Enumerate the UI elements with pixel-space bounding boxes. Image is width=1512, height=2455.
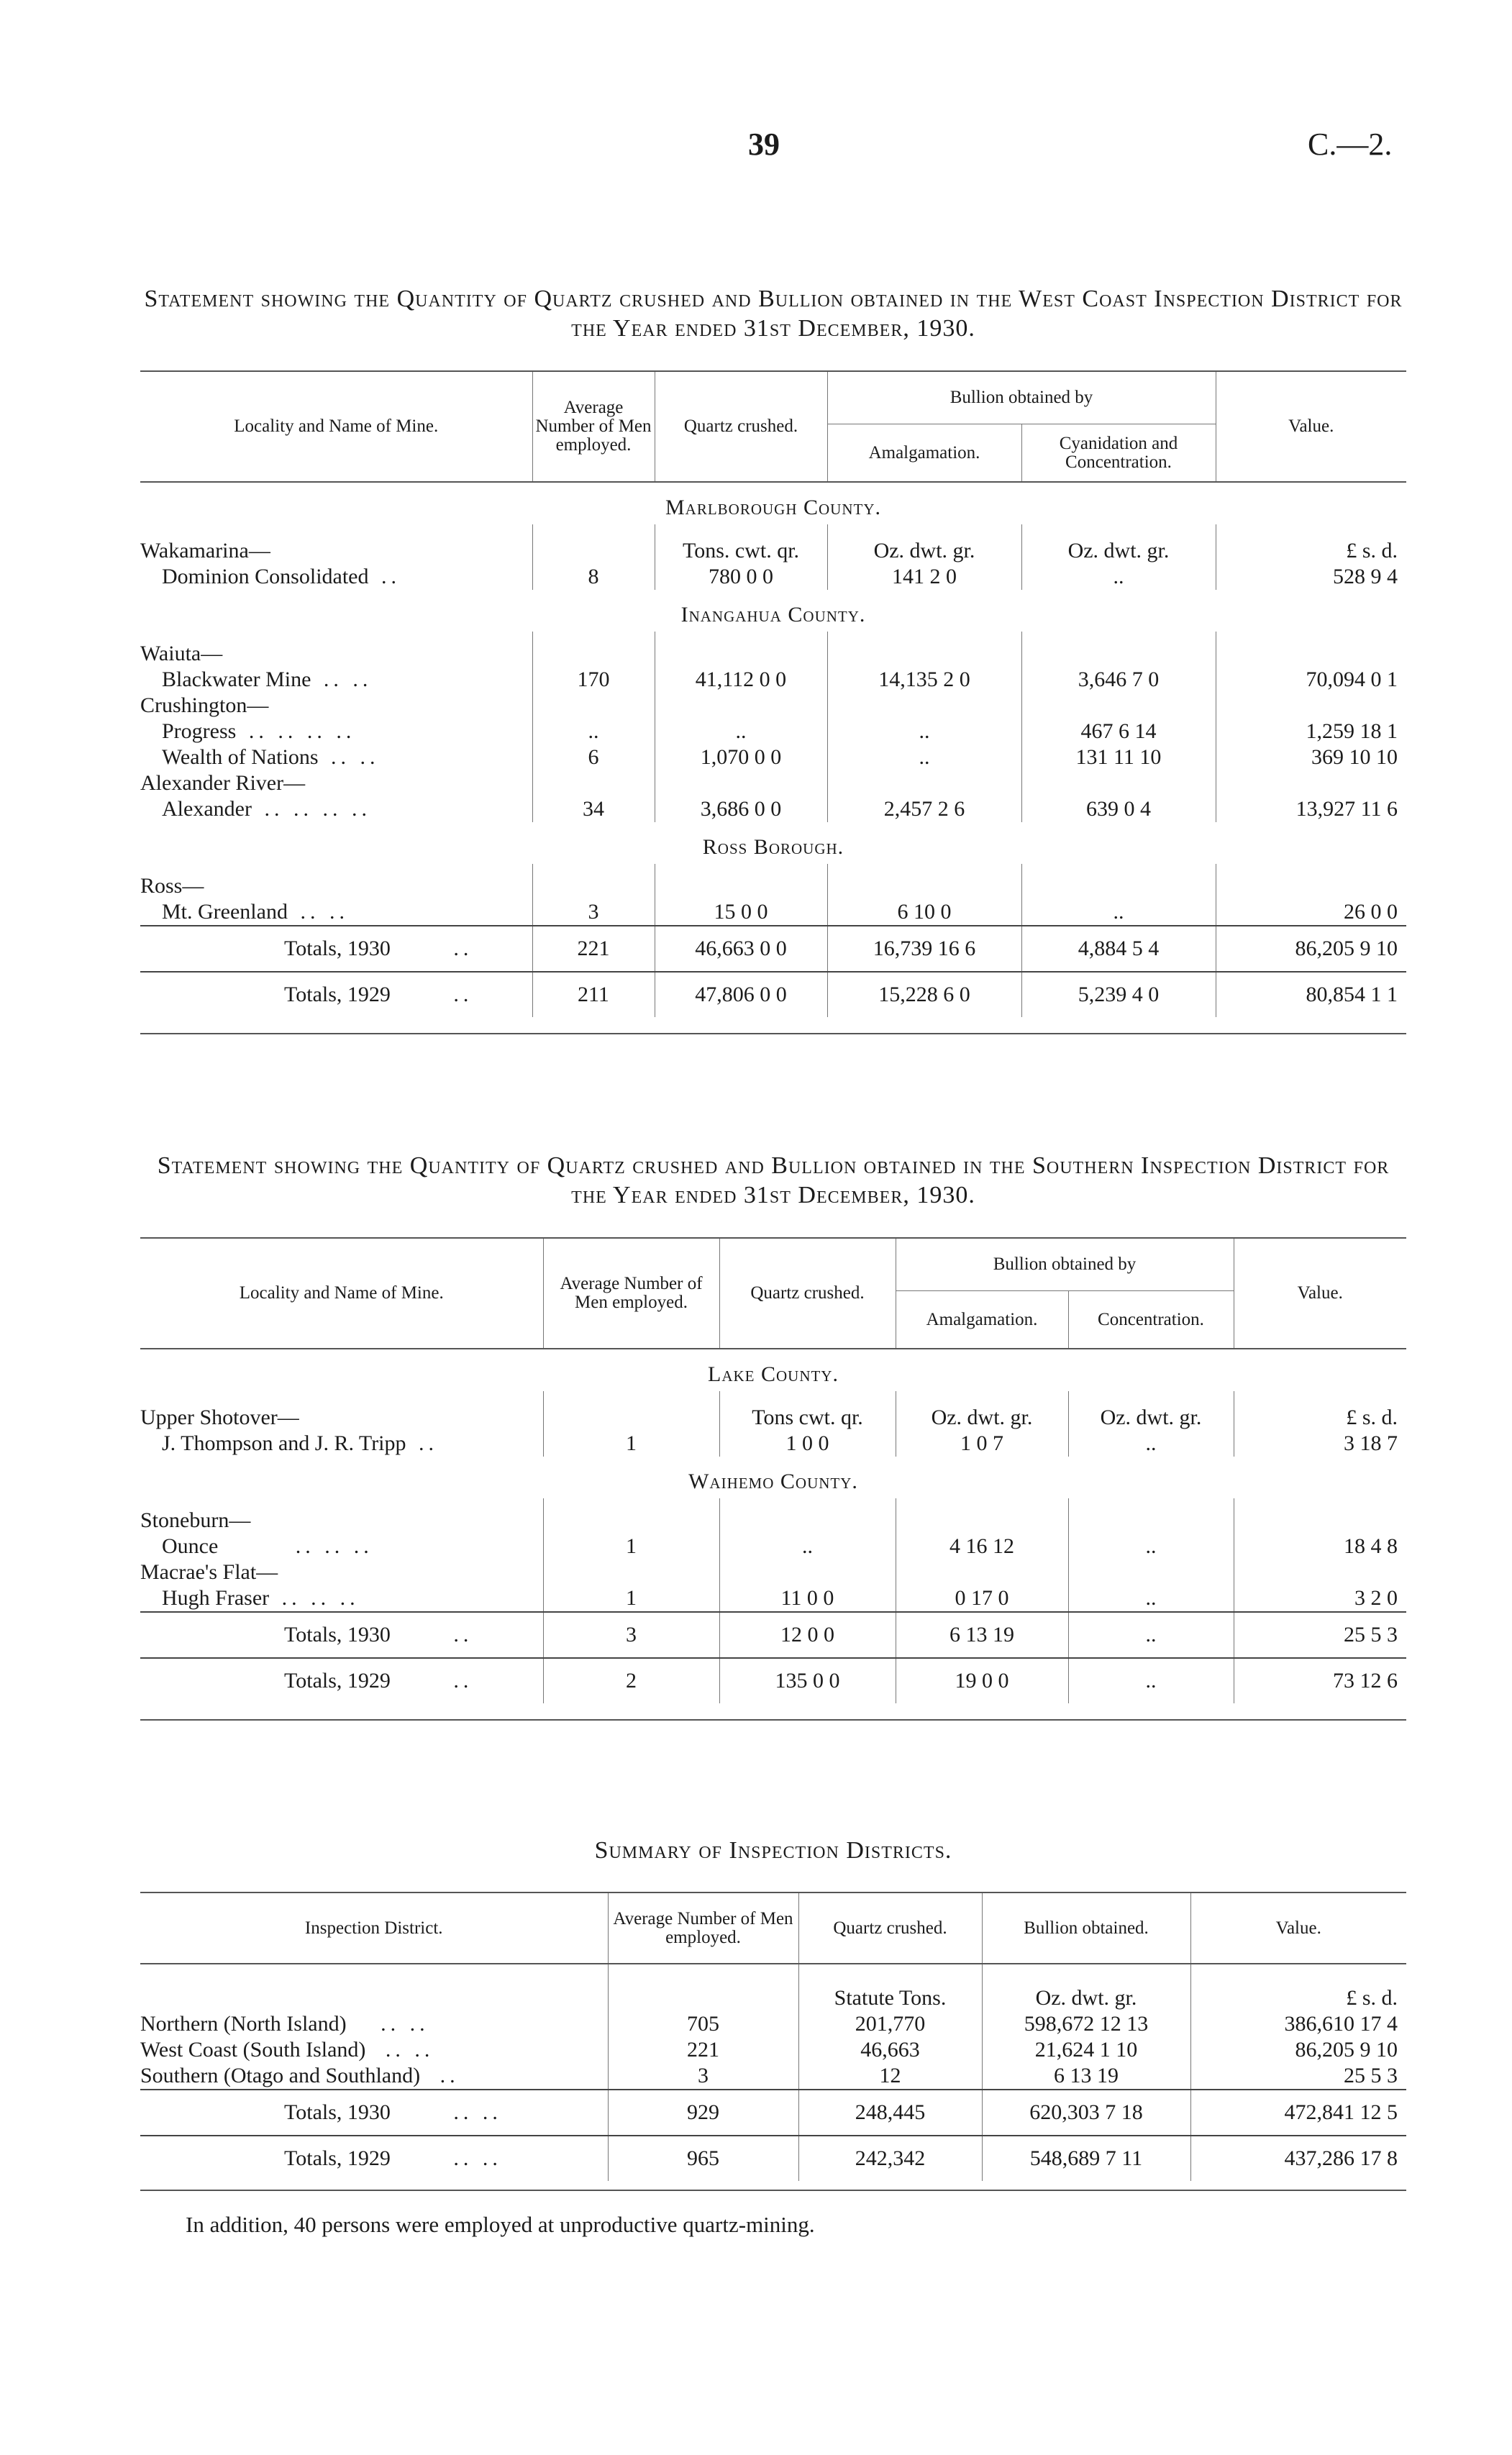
table-row: Dominion Consolidated .. 8 780 0 0 141 2 0 .. 528 9 4 (140, 564, 1406, 590)
conc-cell: .. (1068, 1585, 1234, 1612)
col-men: Average Number of Men employed. (543, 1238, 719, 1349)
totals-row: Totals, 1930 .. .. 929 248,445 620,303 7 18 472,841 12 5 (140, 2090, 1406, 2136)
quartz-cell: 201,770 (798, 2011, 982, 2037)
col-value: Value. (1190, 1893, 1406, 1964)
cyan-cell: 639 0 4 (1021, 796, 1216, 822)
men-cell: 3 (543, 1612, 719, 1658)
col-bullion: Bullion obtained. (982, 1893, 1190, 1964)
col-quartz: Quartz crushed. (719, 1238, 896, 1349)
col-quartz: Quartz crushed. (798, 1893, 982, 1964)
value-cell: 472,841 12 5 (1190, 2090, 1406, 2136)
totals-label: Totals, 1930 (284, 1623, 391, 1646)
quartz-cell: 12 (798, 2063, 982, 2090)
mine-name: Mt. Greenland (162, 900, 288, 924)
totals-row: Totals, 1930 .. 221 46,663 0 0 16,739 16 6 4,884 5 4 86,205 9 10 (140, 926, 1406, 972)
county-heading: Lake County. (708, 1362, 839, 1386)
table-row: Progress .. .. .. .. .. .. .. 467 6 14 1,259 18 1 (140, 719, 1406, 744)
quartz-cell: 1,070 0 0 (655, 744, 827, 770)
value-cell: 3 2 0 (1234, 1585, 1406, 1612)
cyan-cell: .. (1021, 899, 1216, 926)
cyan-cell: 4,884 5 4 (1021, 926, 1216, 972)
county-heading: Waihemo County. (688, 1470, 858, 1493)
locality-label: Crushington— (140, 693, 269, 717)
quartz-cell: 47,806 0 0 (655, 972, 827, 1017)
totals-label: Totals, 1930 (284, 937, 391, 960)
men-cell: 965 (608, 2136, 798, 2181)
mine-name: Hugh Fraser (162, 1586, 270, 1610)
mine-name: Progress (162, 719, 237, 743)
amalg-cell: 1 0 7 (896, 1431, 1068, 1457)
quartz-cell: 41,112 0 0 (655, 667, 827, 693)
men-cell: 3 (608, 2063, 798, 2090)
table-row: J. Thompson and J. R. Tripp .. 1 1 0 0 1 0 7 .. 3 18 7 (140, 1431, 1406, 1457)
value-cell: 528 9 4 (1216, 564, 1406, 590)
col-bullion: Bullion obtained by (827, 371, 1216, 424)
locality-label: Upper Shotover— (140, 1406, 299, 1429)
quartz-cell: .. (719, 1534, 896, 1559)
county-heading: Marlborough County. (665, 496, 881, 519)
county-heading: Inangahua County. (680, 603, 866, 627)
men-cell: .. (532, 719, 655, 744)
southern-title: Statement showing the Quantity of Quartz crushed and Bullion obtained in the Southern Inspection District for the Year ended 31st December, 1930. (157, 1152, 1390, 1208)
quartz-cell: 242,342 (798, 2136, 982, 2181)
district-name: Northern (North Island) (140, 2012, 347, 2036)
col-district: Inspection District. (140, 1893, 608, 1964)
totals-row: Totals, 1929 .. 211 47,806 0 0 15,228 6 0 5,239 4 0 80,854 1 1 (140, 972, 1406, 1017)
value-cell: 86,205 9 10 (1216, 926, 1406, 972)
bullion-cell: 6 13 19 (982, 2063, 1190, 2090)
table-row: Blackwater Mine .. .. 170 41,112 0 0 14,135 2 0 3,646 7 0 70,094 0 1 (140, 667, 1406, 693)
locality-label: Waiuta— (140, 642, 223, 665)
amalg-cell: 15,228 6 0 (827, 972, 1021, 1017)
men-cell: 221 (532, 926, 655, 972)
document-code: C.—2. (1308, 127, 1393, 162)
locality-label: Ross— (140, 874, 204, 898)
totals-label: Totals, 1929 (284, 1669, 391, 1693)
locality-label: Stoneburn— (140, 1508, 251, 1532)
unit-label: £ s. d. (1216, 524, 1406, 564)
conc-cell: .. (1068, 1431, 1234, 1457)
men-cell: 2 (543, 1658, 719, 1703)
col-bullion: Bullion obtained by (896, 1238, 1234, 1291)
value-cell: 25 5 3 (1234, 1612, 1406, 1658)
value-cell: 86,205 9 10 (1190, 2037, 1406, 2063)
conc-cell: .. (1068, 1612, 1234, 1658)
amalg-cell: 19 0 0 (896, 1658, 1068, 1703)
unit-label: £ s. d. (1234, 1391, 1406, 1431)
conc-cell: .. (1068, 1658, 1234, 1703)
men-cell: 929 (608, 2090, 798, 2136)
table-header-row (140, 371, 1406, 424)
page-header (0, 126, 1512, 169)
amalg-cell: 141 2 0 (827, 564, 1021, 590)
mine-name: Dominion Consolidated (162, 565, 369, 588)
value-cell: 73 12 6 (1234, 1658, 1406, 1703)
col-value: Value. (1216, 371, 1406, 482)
west-coast-title: Statement showing the Quantity of Quartz crushed and Bullion obtained in the West Coast Inspection District for the Year ended 31st December, 1930. (144, 286, 1403, 342)
quartz-cell: 135 0 0 (719, 1658, 896, 1703)
men-cell: 6 (532, 744, 655, 770)
value-cell: 18 4 8 (1234, 1534, 1406, 1559)
quartz-cell: 3,686 0 0 (655, 796, 827, 822)
col-quartz: Quartz crushed. (655, 371, 827, 482)
col-locality: Locality and Name of Mine. (140, 371, 532, 482)
col-value: Value. (1234, 1238, 1406, 1349)
district-name: West Coast (South Island) (140, 2038, 366, 2062)
county-heading: Ross Borough. (702, 835, 844, 859)
table-row: Alexander .. .. .. .. 34 3,686 0 0 2,457 2 6 639 0 4 13,927 11 6 (140, 796, 1406, 822)
amalg-cell: 16,739 16 6 (827, 926, 1021, 972)
table-row: Northern (North Island) .. .. 705 201,770 598,672 12 13 386,610 17 4 (140, 2011, 1406, 2037)
totals-label: Totals, 1929 (284, 2146, 391, 2170)
unit-label: Oz. dwt. gr. (982, 1964, 1190, 2011)
table-row: Ounce .. .. .. 1 .. 4 16 12 .. 18 4 8 (140, 1534, 1406, 1559)
quartz-cell: .. (655, 719, 827, 744)
totals-label: Totals, 1929 (284, 983, 391, 1006)
value-cell: 13,927 11 6 (1216, 796, 1406, 822)
bullion-cell: 548,689 7 11 (982, 2136, 1190, 2181)
unit-label: Oz. dwt. gr. (1021, 524, 1216, 564)
col-amalgamation: Amalgamation. (827, 424, 1021, 483)
men-cell: 1 (543, 1534, 719, 1559)
west-coast-table (140, 370, 1406, 1034)
table-row: West Coast (South Island) .. .. 221 46,663 21,624 1 10 86,205 9 10 (140, 2037, 1406, 2063)
mine-name: Wealth of Nations (162, 745, 319, 769)
value-cell: 3 18 7 (1234, 1431, 1406, 1457)
bullion-cell: 620,303 7 18 (982, 2090, 1190, 2136)
totals-row: Totals, 1929 .. .. 965 242,342 548,689 7 11 437,286 17 8 (140, 2136, 1406, 2181)
value-cell: 26 0 0 (1216, 899, 1406, 926)
conc-cell: .. (1068, 1534, 1234, 1559)
quartz-cell: 780 0 0 (655, 564, 827, 590)
quartz-cell: 248,445 (798, 2090, 982, 2136)
men-cell: 705 (608, 2011, 798, 2037)
mine-name: Alexander (162, 797, 252, 821)
amalg-cell: 4 16 12 (896, 1534, 1068, 1559)
unit-label: Tons cwt. qr. (719, 1391, 896, 1431)
amalg-cell: 6 10 0 (827, 899, 1021, 926)
page-number: 39 (748, 127, 780, 162)
cyan-cell: 5,239 4 0 (1021, 972, 1216, 1017)
table-row: Wealth of Nations .. .. 6 1,070 0 0 .. 131 11 10 369 10 10 (140, 744, 1406, 770)
amalg-cell: .. (827, 744, 1021, 770)
amalg-cell: 6 13 19 (896, 1612, 1068, 1658)
value-cell: 369 10 10 (1216, 744, 1406, 770)
col-men: Average Number of Men employed. (532, 371, 655, 482)
unit-label: Tons. cwt. qr. (655, 524, 827, 564)
cyan-cell: .. (1021, 564, 1216, 590)
value-cell: 25 5 3 (1190, 2063, 1406, 2090)
men-cell: 1 (543, 1585, 719, 1612)
totals-row: Totals, 1929 .. 2 135 0 0 19 0 0 .. 73 12 6 (140, 1658, 1406, 1703)
district-name: Southern (Otago and Southland) (140, 2064, 421, 2087)
col-locality: Locality and Name of Mine. (140, 1238, 543, 1349)
table-row: Hugh Fraser .. .. .. 1 11 0 0 0 17 0 .. 3 2 0 (140, 1585, 1406, 1612)
summary-title: Summary of Inspection Districts. (594, 1837, 952, 1864)
unit-label: Oz. dwt. gr. (827, 524, 1021, 564)
col-men: Average Number of Men employed. (608, 1893, 798, 1964)
locality-label: Alexander River— (140, 771, 306, 795)
unit-label: £ s. d. (1190, 1964, 1406, 2011)
col-cyanidation: Cyanidation and Concentration. (1021, 424, 1216, 483)
value-cell: 1,259 18 1 (1216, 719, 1406, 744)
table-row: Southern (Otago and Southland) .. 3 12 6 13 19 25 5 3 (140, 2063, 1406, 2090)
locality-label: Wakamarina— (140, 539, 270, 562)
unit-label: Oz. dwt. gr. (1068, 1391, 1234, 1431)
col-amalgamation: Amalgamation. (896, 1291, 1068, 1349)
col-concentration: Concentration. (1068, 1291, 1234, 1349)
amalg-cell: 14,135 2 0 (827, 667, 1021, 693)
footnote: In addition, 40 persons were employed at unproductive quartz-mining. (186, 2212, 815, 2237)
men-cell: 1 (543, 1431, 719, 1457)
value-cell: 80,854 1 1 (1216, 972, 1406, 1017)
mine-name: Ounce (162, 1534, 219, 1558)
mine-name: Blackwater Mine (162, 668, 311, 691)
amalg-cell: 2,457 2 6 (827, 796, 1021, 822)
totals-label: Totals, 1930 (284, 2100, 391, 2124)
value-cell: 70,094 0 1 (1216, 667, 1406, 693)
quartz-cell: 12 0 0 (719, 1612, 896, 1658)
cyan-cell: 131 11 10 (1021, 744, 1216, 770)
bullion-cell: 21,624 1 10 (982, 2037, 1190, 2063)
men-cell: 211 (532, 972, 655, 1017)
southern-table (140, 1237, 1406, 1721)
amalg-cell: .. (827, 719, 1021, 744)
men-cell: 8 (532, 564, 655, 590)
unit-label: Oz. dwt. gr. (896, 1391, 1068, 1431)
cyan-cell: 3,646 7 0 (1021, 667, 1216, 693)
locality-label: Macrae's Flat— (140, 1560, 278, 1584)
men-cell: 170 (532, 667, 655, 693)
quartz-cell: 46,663 0 0 (655, 926, 827, 972)
men-cell: 221 (608, 2037, 798, 2063)
bullion-cell: 598,672 12 13 (982, 2011, 1190, 2037)
quartz-cell: 1 0 0 (719, 1431, 896, 1457)
unit-label: Statute Tons. (798, 1964, 982, 2011)
men-cell: 34 (532, 796, 655, 822)
mine-name: J. Thompson and J. R. Tripp (162, 1431, 406, 1455)
cyan-cell: 467 6 14 (1021, 719, 1216, 744)
totals-row: Totals, 1930 .. 3 12 0 0 6 13 19 .. 25 5 3 (140, 1612, 1406, 1658)
men-cell: 3 (532, 899, 655, 926)
quartz-cell: 46,663 (798, 2037, 982, 2063)
value-cell: 437,286 17 8 (1190, 2136, 1406, 2181)
table-row: Mt. Greenland .. .. 3 15 0 0 6 10 0 .. 26 0 0 (140, 899, 1406, 926)
quartz-cell: 11 0 0 (719, 1585, 896, 1612)
amalg-cell: 0 17 0 (896, 1585, 1068, 1612)
summary-table (140, 1892, 1406, 2191)
value-cell: 386,610 17 4 (1190, 2011, 1406, 2037)
quartz-cell: 15 0 0 (655, 899, 827, 926)
